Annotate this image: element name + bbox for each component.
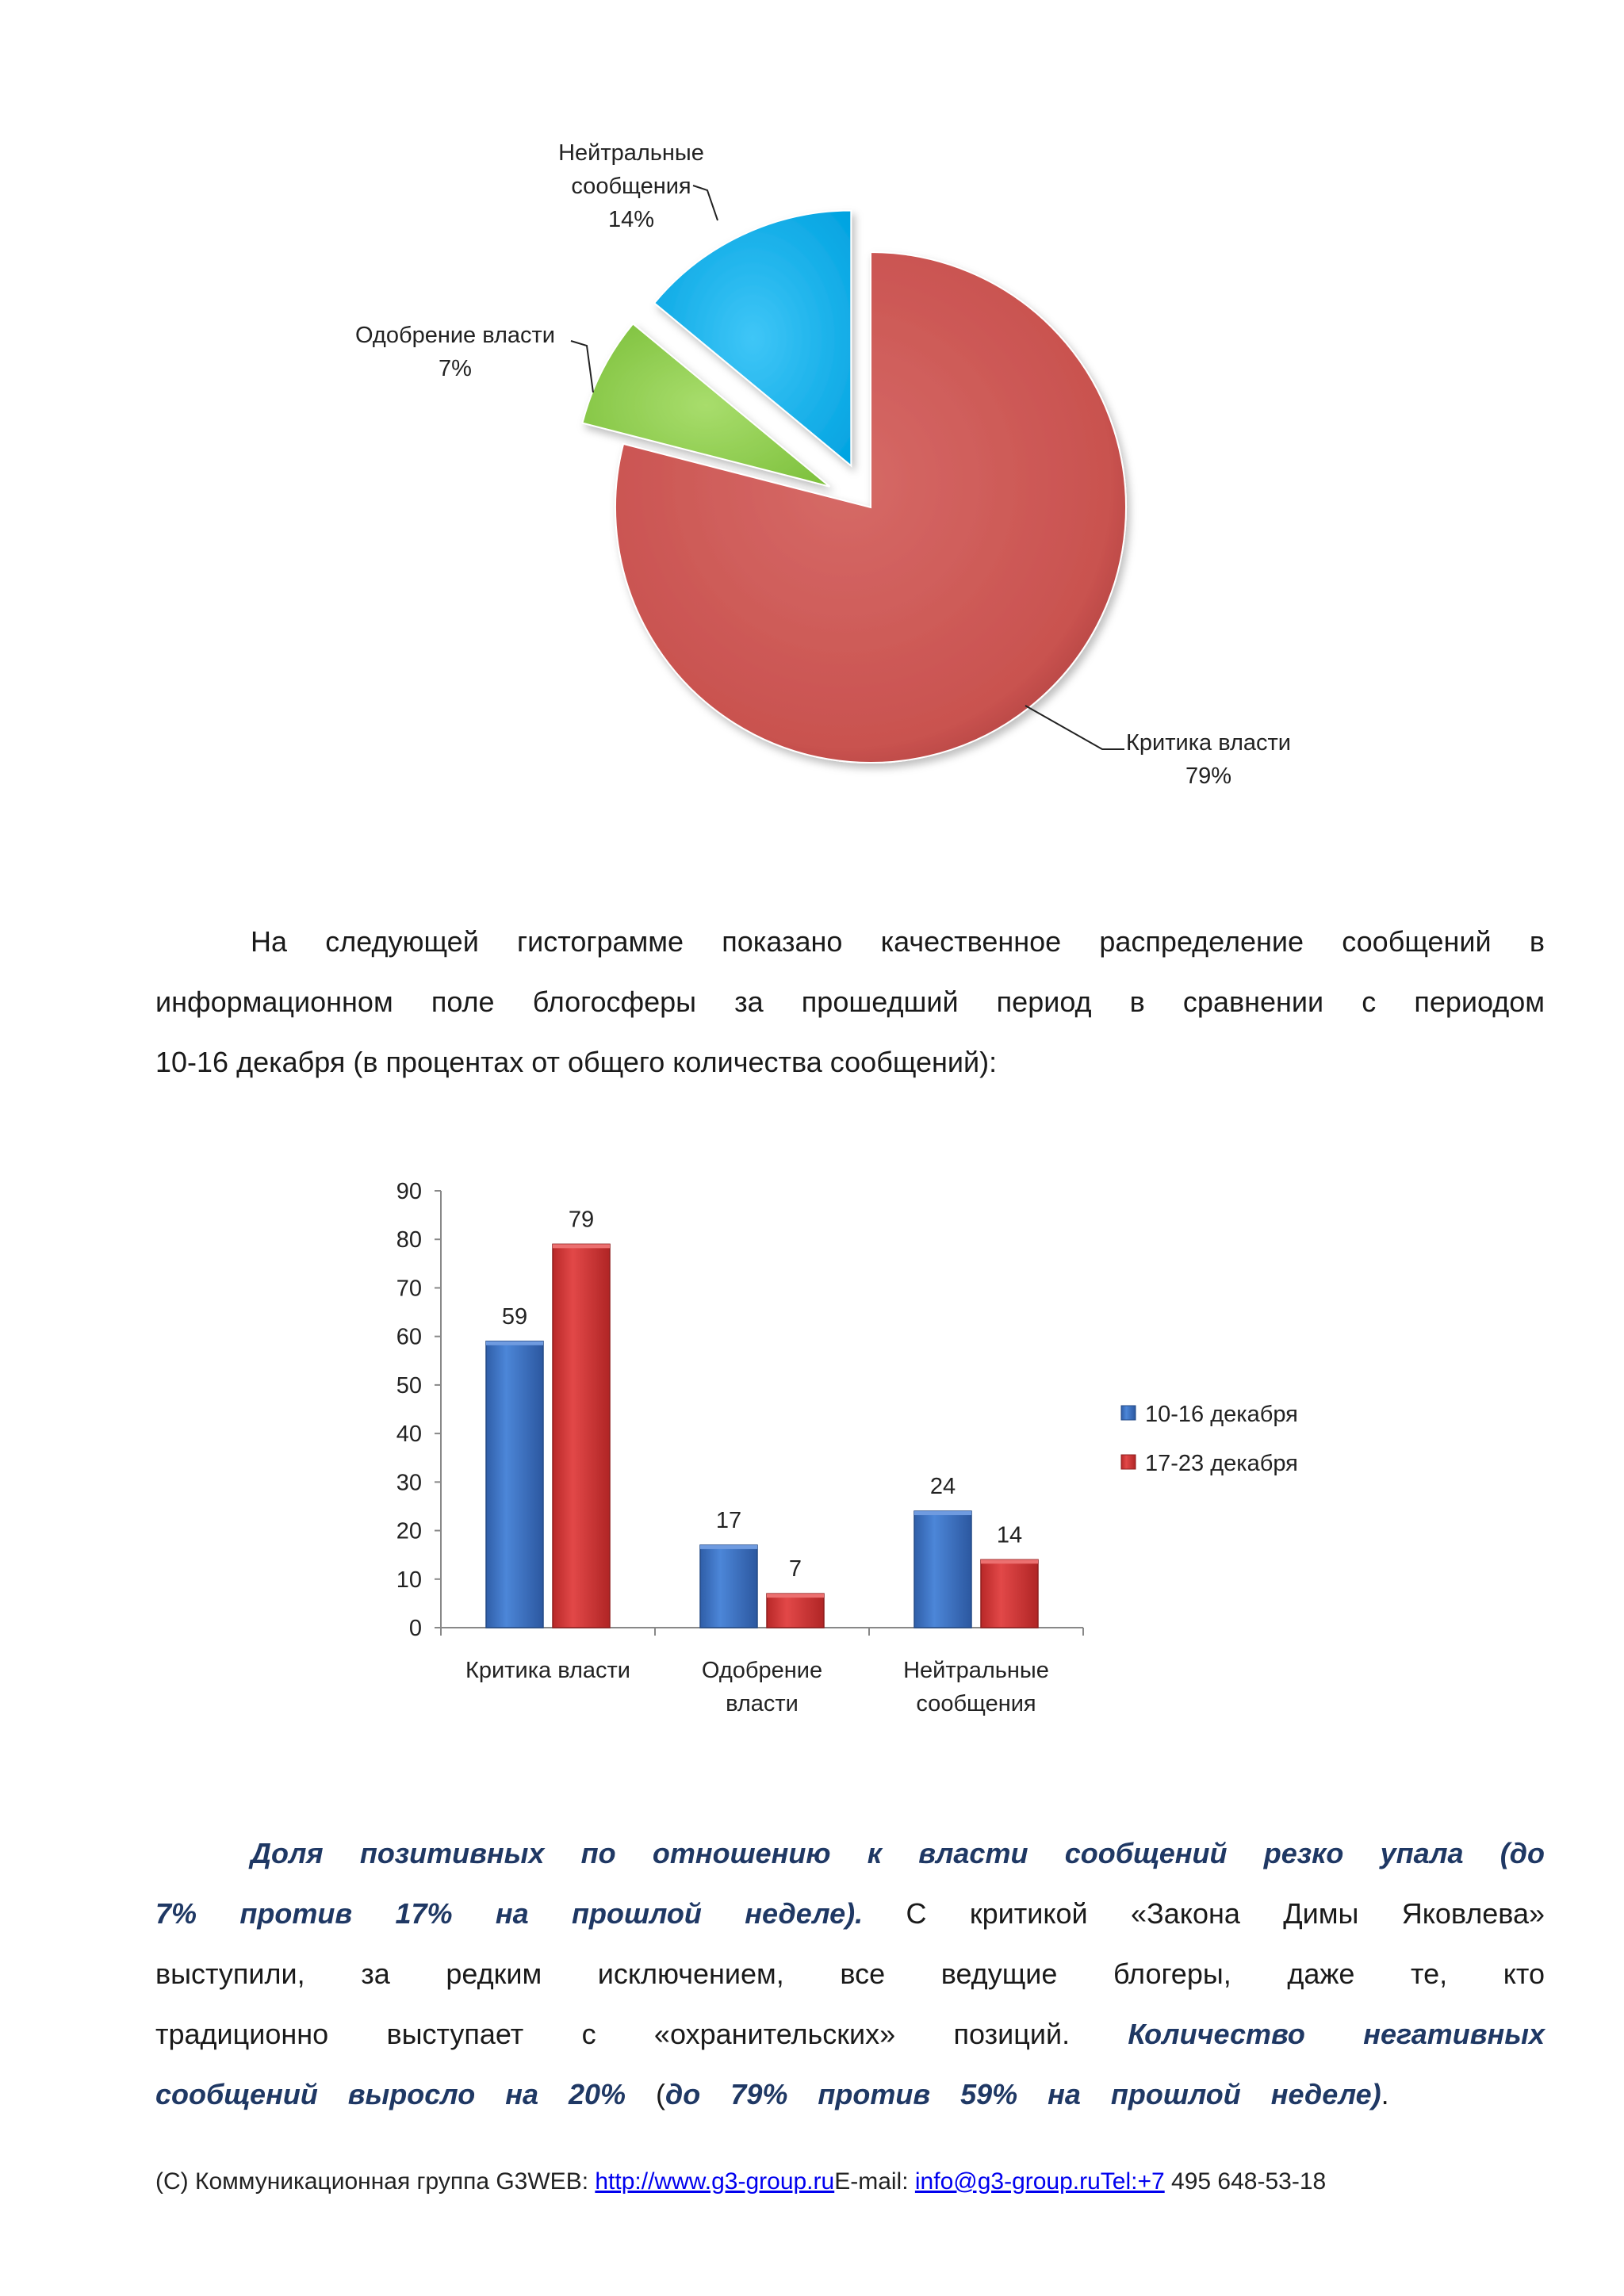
y-tick-label: 90 [396,1179,422,1204]
emphasis-text: Доля позитивных по отношению к власти сообщений резко упала (до [251,1837,1545,1869]
x-category-label: Одобрение [701,1658,823,1683]
y-tick-label: 60 [396,1324,422,1350]
bar-value-label: 59 [501,1303,528,1330]
bar-top-highlight [700,1545,757,1549]
bar-value-label: 79 [568,1207,595,1233]
paragraph-line [155,2064,1545,2125]
bar-top-highlight [486,1341,543,1345]
y-tick-label: 70 [396,1276,422,1302]
paragraph-line: информационном поле блогосферы за прошедший период в сравнении с периодом [155,985,1545,1018]
y-tick-label: 10 [396,1567,422,1593]
website-link[interactable]: http://www.g3-group.ru [595,2168,835,2195]
email-link[interactable]: info@g3-group.ruTel:+7 [914,2168,1165,2195]
bar-top-highlight [767,1594,824,1598]
bar-top-highlight [914,1511,971,1515]
body-text: ( [656,2078,666,2110]
emphasis-text: Количество негативных [1128,2018,1545,2050]
y-tick-label: 80 [396,1227,422,1253]
bar-dec-10-16 [700,1545,757,1628]
body-text: . [1381,2078,1389,2110]
pie-percent-neutral: 14% [607,207,655,232]
bar-value-label: 17 [715,1507,742,1533]
legend-swatch [1121,1406,1136,1420]
conclusion-paragraph [155,1823,1545,2125]
bar-top-highlight [981,1559,1038,1563]
paragraph-line [155,2004,1545,2064]
x-category-label: Критика власти [465,1658,630,1683]
emphasis-text: сообщений выросло на 20% [155,2078,626,2110]
bar-dec-17-23 [981,1559,1038,1628]
footer-phone: 495 648-53-18 [1164,2168,1327,2195]
y-tick-label: 30 [396,1470,422,1496]
x-category-label: Нейтральные [903,1658,1049,1683]
body-text: традиционно выступает с «охранительских» позиций. [155,2018,1071,2050]
paragraph-line [155,1884,1545,1944]
bar-dec-10-16 [486,1341,543,1628]
paragraph-line: выступили, за редким исключением, все ведущие блогеры, даже те, кто [155,1957,1545,1990]
legend-swatch [1121,1455,1136,1469]
emphasis-text: до 79% против 59% на прошлой неделе) [665,2078,1381,2110]
y-tick-label: 20 [396,1518,422,1544]
pie-percent-criticism: 79% [1185,763,1232,789]
body-text: С критикой «Закона Димы Яковлева» [906,1897,1545,1930]
bar-top-highlight [553,1244,610,1248]
pie-label-neutral: Нейтральные [558,140,704,166]
emphasis-text: 7% против 17% на прошлой неделе). [155,1897,864,1930]
bar-dec-17-23 [553,1244,610,1628]
paragraph-line: На следующей гистограмме показано качественное распределение сообщений в [251,925,1545,958]
y-tick-label: 40 [396,1422,422,1448]
bar-value-label: 14 [996,1522,1023,1548]
pie-label-neutral: сообщения [571,174,691,199]
paragraph-line: 10-16 декабря (в процентах от общего количества сообщений): [155,1046,998,1078]
x-category-label: власти [726,1691,799,1716]
bar-dec-10-16 [914,1511,971,1628]
pie-label-criticism: Критика власти [1126,730,1291,756]
y-tick-label: 0 [408,1616,422,1641]
pie-label-approval: Одобрение власти [354,323,556,348]
bar-value-label: 7 [788,1556,802,1582]
legend-label: 10-16 декабря [1145,1402,1298,1427]
legend-label: 17-23 декабря [1145,1451,1298,1476]
footer-copyright: (С) Коммуникационная группа G3WEB: [155,2168,596,2195]
bar-value-label: 24 [929,1474,956,1500]
footer-email-label: E-mail: [834,2168,915,2195]
footer [155,2168,1326,2195]
pie-percent-approval: 7% [439,356,472,381]
x-category-label: сообщения [916,1691,1036,1716]
y-tick-label: 50 [396,1372,422,1399]
paragraph-line [155,1823,1545,1884]
bar-dec-17-23 [767,1594,824,1628]
